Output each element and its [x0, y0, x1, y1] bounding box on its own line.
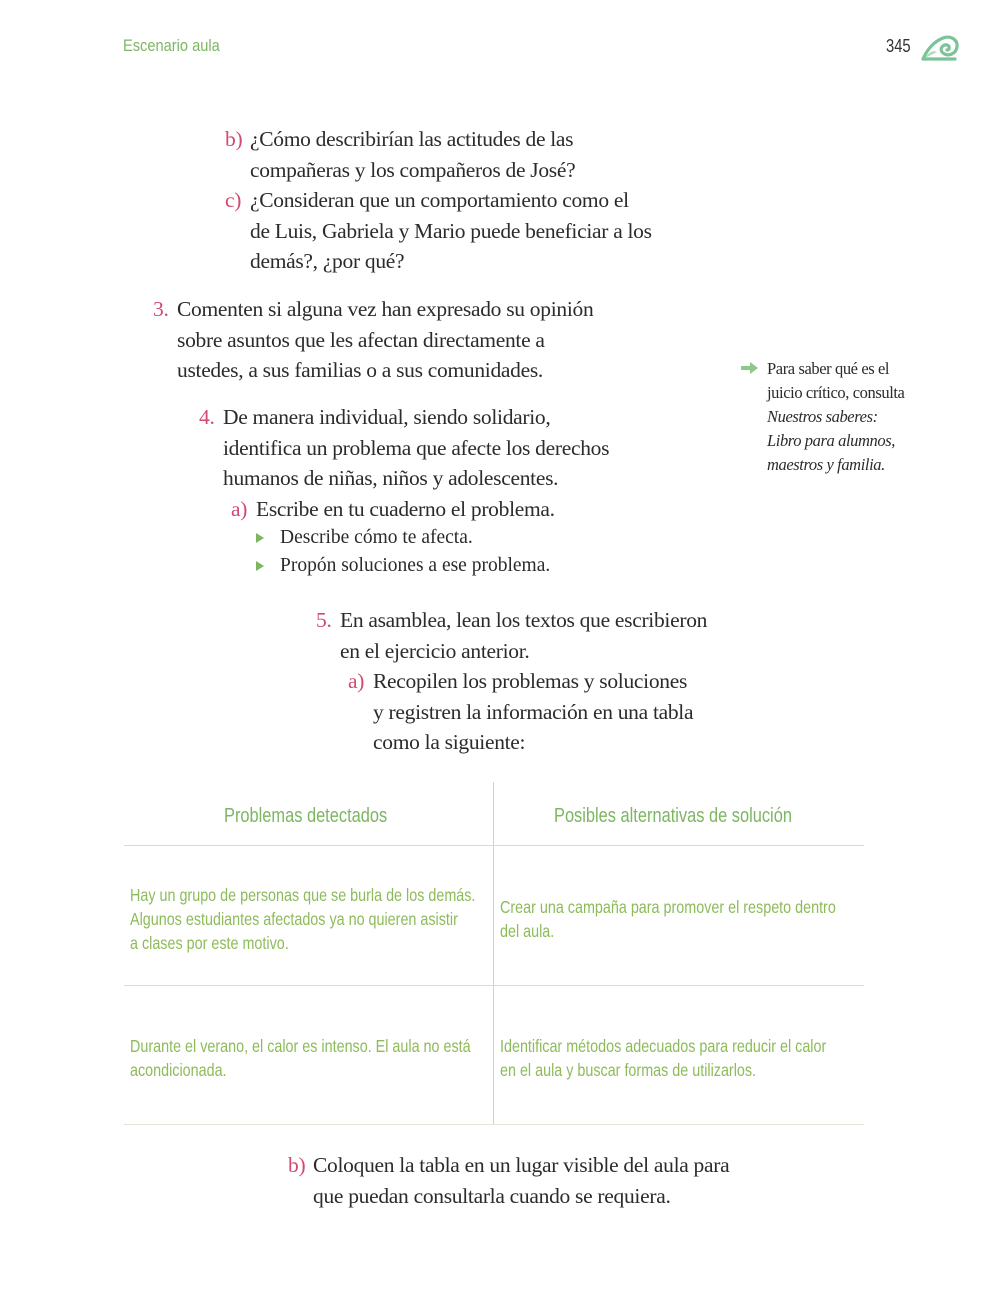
bullet-item — [280, 524, 473, 552]
text-line: De manera individual, siendo solidario, — [223, 405, 551, 429]
question-b — [225, 124, 576, 185]
text-line: ¿Cómo describirían las actitudes de las — [250, 127, 574, 151]
text-line: En asamblea, lean los textos que escribieron — [340, 608, 708, 632]
text-line: demás?, ¿por qué? — [250, 249, 405, 274]
note-line: Para saber qué es el — [767, 359, 890, 378]
question-5b — [288, 1150, 730, 1211]
text-line: Recopilen los problemas y soluciones — [373, 669, 688, 693]
question-5a — [348, 666, 694, 758]
question-5 — [316, 605, 708, 666]
cell-line: a clases por este motivo. — [130, 933, 289, 953]
bullet-text: Propón soluciones a ese problema. — [280, 555, 551, 576]
cell-line: Algunos estudiantes afectados ya no quieren asistir — [130, 909, 458, 929]
text-line: en el ejercicio anterior. — [340, 638, 530, 663]
text-line: ustedes, a sus familias o a sus comunidades. — [177, 358, 543, 383]
cell-line: Hay un grupo de personas que se burla de los demás. — [130, 885, 476, 905]
text-line: Comenten si alguna vez han expresado su opinión — [177, 297, 594, 321]
item-label: c) — [225, 188, 242, 212]
cell-line: Crear una campaña para promover el respeto dentro — [500, 897, 836, 917]
sidebar-note — [767, 357, 904, 477]
question-4 — [199, 402, 610, 494]
cell-line: Durante el verano, el calor es intenso. El aula no está — [130, 1036, 471, 1056]
text-line: identifica un problema que afecte los derechos — [223, 435, 610, 460]
table-rule — [124, 1124, 864, 1125]
text-line: Escribe en tu cuaderno el problema. — [256, 497, 555, 521]
text-line: humanos de niñas, niños y adolescentes. — [223, 466, 559, 491]
item-label: 4. — [199, 405, 215, 429]
table-divider — [493, 782, 494, 1125]
table-cell-solution — [500, 1034, 826, 1082]
page-number: 345 — [886, 36, 911, 56]
note-line: juicio crítico, consulta — [767, 383, 905, 402]
table-rule — [124, 985, 864, 986]
question-4a — [231, 494, 555, 525]
bullet-text: Describe cómo te afecta. — [280, 527, 473, 548]
snail-spiral-icon — [921, 32, 959, 62]
triangle-bullet-icon — [256, 533, 264, 543]
cell-line: en el aula y buscar formas de utilizarlos. — [500, 1060, 757, 1080]
note-book-title: Libro para alumnos, — [767, 431, 895, 450]
question-3 — [153, 294, 594, 386]
cell-line: acondicionada. — [130, 1060, 227, 1080]
text-line: de Luis, Gabriela y Mario puede beneficiar a los — [250, 218, 652, 243]
item-label: a) — [348, 669, 365, 693]
table-rule — [124, 845, 864, 846]
text-line: y registren la información en una tabla — [373, 699, 694, 724]
triangle-bullet-icon — [256, 561, 264, 571]
item-label: a) — [231, 497, 248, 521]
text-line: ¿Consideran que un comportamiento como el — [250, 188, 629, 212]
item-label: b) — [225, 127, 243, 151]
table-header-problems: Problemas detectados — [224, 805, 388, 827]
table-cell-problem — [130, 1034, 471, 1082]
item-label: 5. — [316, 608, 332, 632]
table-header-solutions: Posibles alternativas de solución — [554, 805, 792, 827]
question-c — [225, 185, 652, 277]
text-line: como la siguiente: — [373, 730, 526, 755]
section-title: Escenario aula — [123, 36, 220, 55]
table-cell-problem — [130, 883, 475, 955]
text-line: sobre asuntos que les afectan directamente a — [177, 327, 545, 352]
arrow-right-icon — [741, 362, 758, 374]
text-line: compañeras y los compañeros de José? — [250, 157, 576, 182]
cell-line: del aula. — [500, 921, 555, 941]
item-label: b) — [288, 1153, 306, 1177]
note-book-title: maestros y familia. — [767, 455, 885, 474]
table-cell-solution — [500, 895, 836, 943]
note-book-title: Nuestros saberes: — [767, 407, 878, 426]
cell-line: Identificar métodos adecuados para reducir el calor — [500, 1036, 827, 1056]
item-label: 3. — [153, 297, 169, 321]
bullet-item — [280, 552, 550, 580]
text-line: que puedan consultarla cuando se requiera. — [313, 1183, 671, 1208]
text-line: Coloquen la tabla en un lugar visible del aula para — [313, 1153, 730, 1177]
